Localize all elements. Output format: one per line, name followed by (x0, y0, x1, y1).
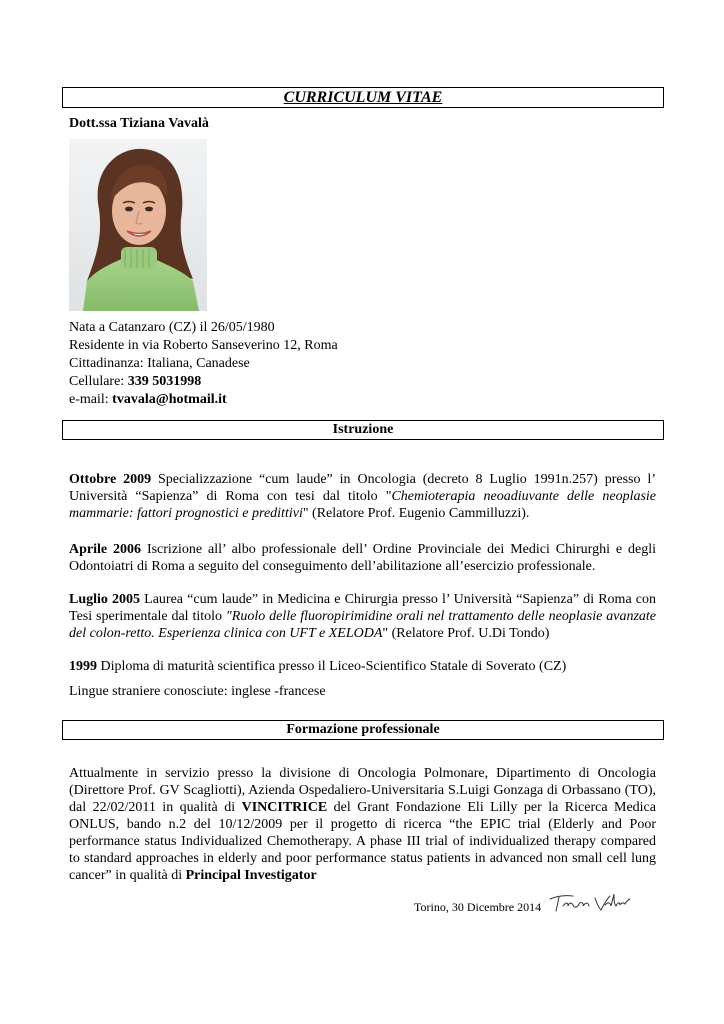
role-label: Principal Investigator (185, 868, 317, 883)
signature-image (547, 890, 633, 914)
training-text: Attualmente in servizio presso la divisione di Oncologia Polmonare, Dipartimento di Oncologia (Direttore Prof. GV Scagliotti), Azienda Ospedaliero-Universitaria S.Luigi Gonzaga di Orbassano (TO), dal 22/02/2011 in qualità di (69, 766, 656, 815)
phone-label: Cellulare: (69, 374, 128, 389)
languages-info: Lingue straniere conosciute: inglese -francese (69, 684, 326, 699)
entry-text: Diploma di maturità scientifica presso il Liceo-Scientifico Statale di Soverato (CZ) (97, 659, 567, 674)
entry-text-end: " (Relatore Prof. U.Di Tondo) (382, 626, 550, 641)
portrait-image (69, 139, 207, 311)
email-info (69, 391, 338, 409)
entry-date: Luglio 2005 (69, 592, 141, 607)
grant-winner-label: VINCITRICE (241, 800, 328, 815)
entry-date: Aprile 2006 (69, 542, 142, 557)
document-title: CURRICULUM VITAE (62, 87, 664, 108)
education-entry (69, 658, 656, 675)
thesis-title: "Ruolo delle fluoropirimidine orali nel trattamento delle neoplasie avanzate del colon-retto. Esperienza clinica con UFT e XELODA (69, 609, 656, 641)
section-header-training: Formazione professionale (62, 720, 664, 740)
education-entry (69, 591, 656, 642)
birth-info: Nata a Catanzaro (CZ) il 26/05/1980 (69, 320, 275, 335)
entry-text-end: " (Relatore Prof. Eugenio Cammilluzzi). (302, 506, 530, 521)
entry-date: 1999 (69, 659, 97, 674)
entry-text: Laurea “cum laude” in Medicina e Chirurgia presso l’ Università “Sapienza” di Roma con Tesi sperimentale dal titolo (69, 592, 656, 624)
education-entry (69, 471, 656, 522)
email-label: e-mail: (69, 392, 113, 407)
section-header-education: Istruzione (62, 420, 664, 440)
entry-text: Specializzazione “cum laude” in Oncologia (decreto 8 Luglio 1991n.257) presso l’ Università “Sapienza” di Roma con tesi dal titolo " (69, 472, 656, 504)
profile-photo (69, 139, 207, 311)
person-name: Dott.ssa Tiziana Vavalà (69, 116, 209, 131)
residence-info: Residente in via Roberto Sanseverino 12, Roma (69, 338, 338, 353)
signature-date: Torino, 30 Dicembre 2014 (414, 900, 542, 914)
entry-text: Iscrizione all’ albo professionale dell’ Ordine Provinciale dei Medici Chirurghi e degli Odontoiatri di Roma a seguito del conseguimento dell’abilitazione all’esercizio professionale. (69, 542, 656, 574)
phone-number: 339 5031998 (127, 374, 202, 389)
entry-date: Ottobre 2009 (69, 472, 152, 487)
handwritten-signature (547, 890, 633, 919)
education-entry (69, 541, 656, 575)
thesis-title: Chemioterapia neoadiuvante delle neoplasie mammarie: fattori prognostici e predittivi (69, 489, 657, 521)
personal-info (69, 319, 338, 409)
phone-info (69, 373, 338, 391)
training-paragraph (69, 765, 656, 884)
training-text-cont: del Grant Fondazione Eli Lilly per la Ricerca Medica ONLUS, bando n.2 del 10/12/2009 per il progetto di ricerca “the EPIC trial (Elderly and Poor performance status Individualized Chemotherapy. A phase III trial of individualized therapy compared to standard approaches in elderly and poor performance status patients in advanced non small cell lung cancer” in qualità di (69, 800, 656, 883)
citizenship-info: Cittadinanza: Italiana, Canadese (69, 356, 250, 371)
email-address: tvavala@hotmail.it (112, 392, 227, 407)
